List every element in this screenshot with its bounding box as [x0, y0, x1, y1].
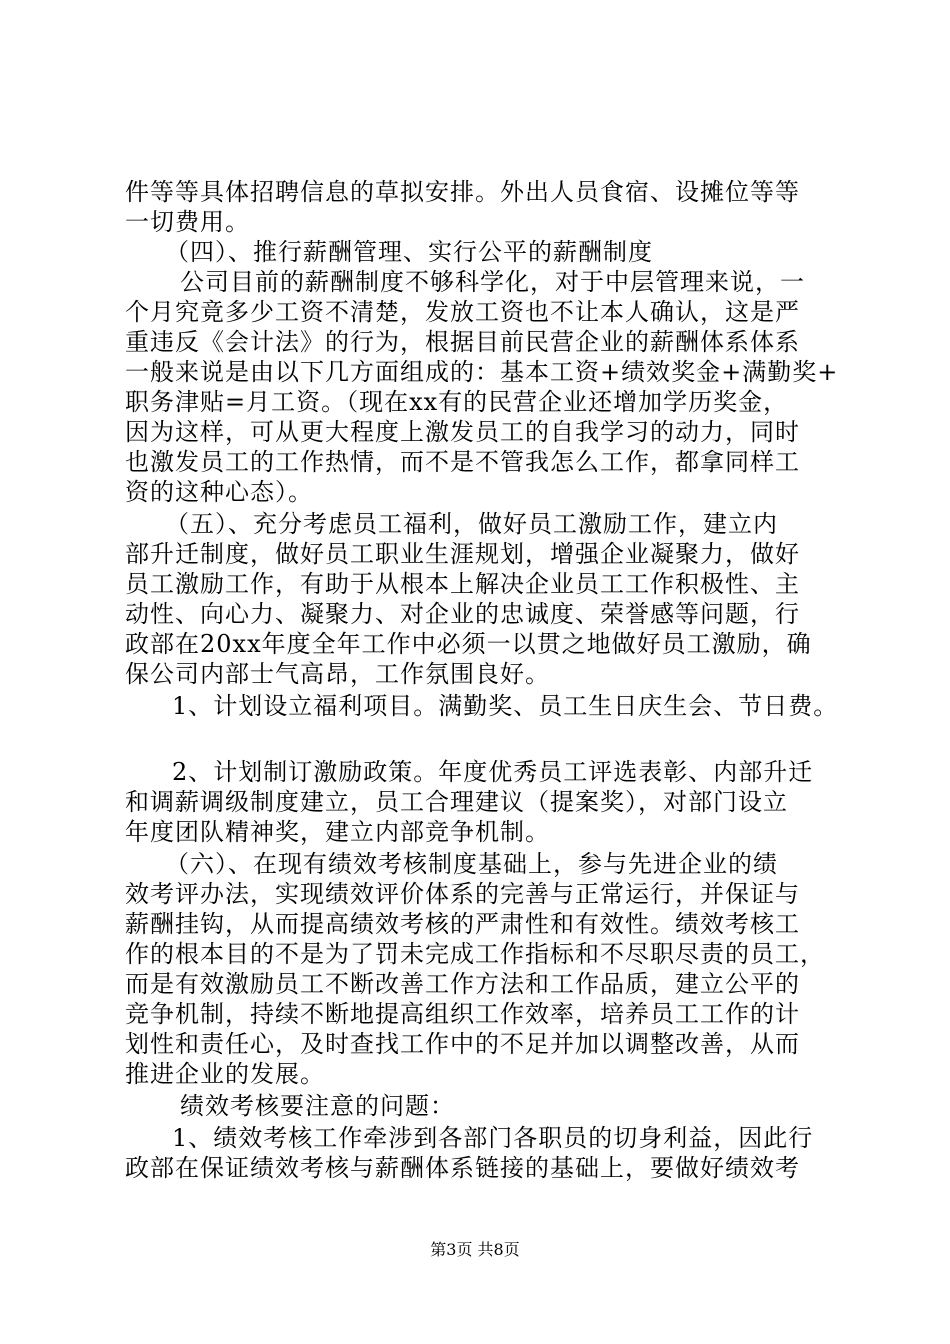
text-line: 因为这样，可从更大程度上激发员工的自我学习的动力，同时: [125, 418, 800, 446]
text-line: 部升迁制度，做好员工职业生涯规划，增强企业凝聚力，做好: [125, 540, 800, 568]
subheading: 绩效考核要注意的问题：: [180, 1092, 455, 1120]
text-line: 划性和责任心，及时查找工作中的不足并加以调整改善，从而: [125, 1030, 800, 1058]
text-line: 一切费用。: [125, 208, 250, 236]
text-line: 职务津贴=月工资。（现在xx有的民营企业还增加学历奖金，: [125, 388, 789, 416]
text-line: 一般来说是由以下几方面组成的：基本工资+绩效奖金+满勤奖+: [125, 358, 839, 386]
section-heading: （六）、在现有绩效考核制度基础上，参与先进企业的绩: [165, 850, 778, 878]
text-line: 薪酬挂钩，从而提高绩效考核的严肃性和有效性。绩效考核工: [125, 910, 800, 938]
page-number: 第3页 共8页: [430, 1240, 520, 1259]
list-item: 1、绩效考核工作牵涉到各部门各职员的切身利益，因此行: [172, 1124, 814, 1152]
text-line: 动性、向心力、凝聚力、对企业的忠诚度、荣誉感等问题，行: [125, 600, 800, 628]
text-line: 而是有效激励员工不断改善工作方法和工作品质，建立公平的: [125, 970, 800, 998]
section-heading: （四）、推行薪酬管理、实行公平的薪酬制度: [165, 238, 653, 266]
text-line: 年度团队精神奖，建立内部竞争机制。: [125, 818, 550, 846]
text-line: 员工激励工作，有助于从根本上解决企业员工工作积极性、主: [125, 570, 800, 598]
text-line: 公司目前的薪酬制度不够科学化，对于中层管理来说，一: [180, 268, 805, 296]
list-item: 1、计划设立福利项目。满勤奖、员工生日庆生会、节日费。: [172, 692, 839, 720]
section-heading: （五）、充分考虑员工福利，做好员工激励工作，建立内: [165, 510, 778, 538]
text-line: 个月究竟多少工资不清楚，发放工资也不让本人确认，这是严: [125, 298, 800, 326]
text-line: 也激发员工的工作热情，而不是不管我怎么工作，都拿同样工: [125, 448, 800, 476]
text-line: 政部在保证绩效考核与薪酬体系链接的基础上，要做好绩效考: [125, 1154, 800, 1182]
text-line: 重违反《会计法》的行为，根据目前民营企业的薪酬体系体系: [125, 328, 800, 356]
text-line: 推进企业的发展。: [125, 1060, 325, 1088]
text-line: 和调薪调级制度建立，员工合理建议（提案奖），对部门设立: [125, 788, 788, 816]
list-item: 2、计划制订激励政策。年度优秀员工评选表彰、内部升迁: [172, 758, 814, 786]
text-line: 保公司内部士气高昂，工作氛围良好。: [125, 660, 550, 688]
text-line: 资的这种心态）。: [125, 478, 313, 506]
text-line: 作的根本目的不是为了罚未完成工作指标和不尽职尽责的员工，: [125, 940, 825, 968]
text-line: 政部在20xx年度全年工作中必须一以贯之地做好员工激励，确: [125, 630, 812, 658]
text-line: 效考评办法，实现绩效评价体系的完善与正常运行，并保证与: [125, 880, 800, 908]
text-line: 竞争机制，持续不断地提高组织工作效率，培养员工工作的计: [125, 1000, 800, 1028]
text-line: 件等等具体招聘信息的草拟安排。外出人员食宿、设摊位等等: [125, 178, 800, 206]
